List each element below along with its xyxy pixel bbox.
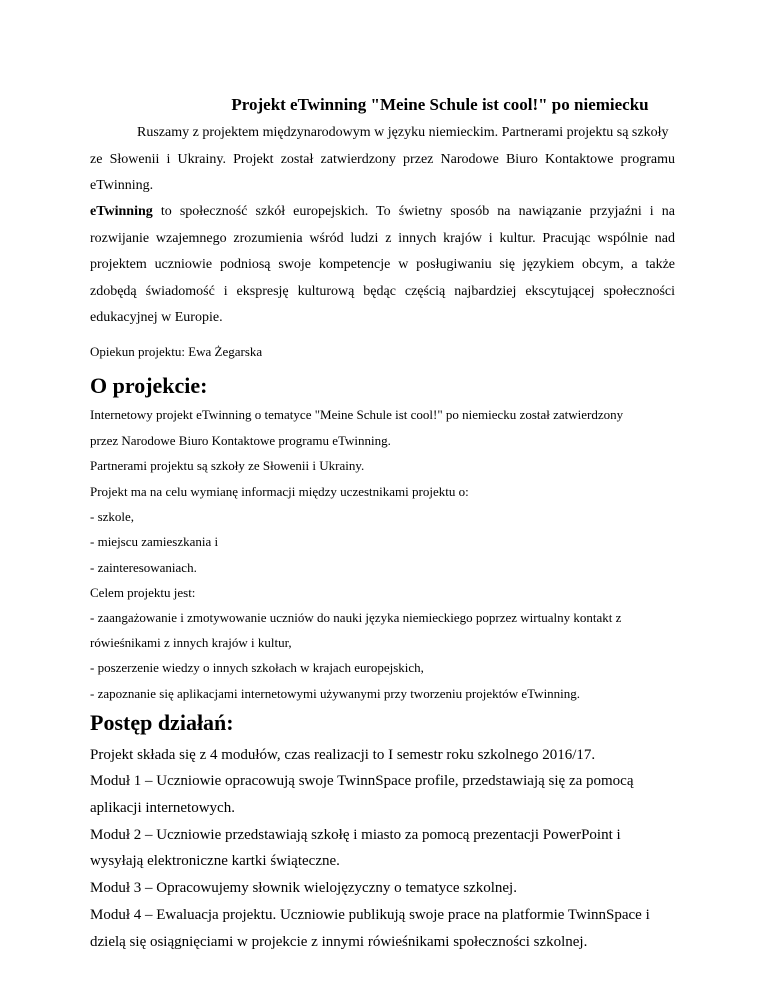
progress-line: Moduł 1 – Uczniowie opracowują swoje TwinnSpace profile, przedstawiają się za pomocą <box>90 773 634 789</box>
about-line: - zapoznanie się aplikacjami internetowymi używanymi przy tworzeniu projektów eTwinning. <box>90 686 581 701</box>
intro-line-2: ze Słowenii i Ukrainy. Projekt został zatwierdzony przez Narodowe Biuro Kontaktowe programu <box>90 152 675 167</box>
intro-line-7: zdobędą świadomość i ekspresję kulturową będąc częścią najbardziej ekscytującej społeczności <box>90 284 675 299</box>
about-line: - poszerzenie wiedzy o innych szkołach w krajach europejskich, <box>90 660 424 675</box>
about-line: - szkole, <box>90 509 135 524</box>
intro-line-4-rest: to społeczność szkół europejskich. To świetny sposób na nawiązanie przyjaźni i na <box>152 204 675 219</box>
about-line: Partnerami projektu są szkoły ze Słowenii i Ukrainy. <box>90 458 365 473</box>
about-line: - zainteresowaniach. <box>90 560 197 575</box>
about-line: rówieśnikami z innych krajów i kultur, <box>90 635 292 650</box>
progress-line: Projekt składa się z 4 modułów, czas realizacji to I semestr roku szkolnego 2016/17. <box>90 747 596 763</box>
supervisor: Opiekun projektu: Ewa Żegarska <box>90 344 263 359</box>
intro-line-3: eTwinning. <box>90 178 154 193</box>
progress-line: Moduł 2 – Uczniowie przedstawiają szkołę i miasto za pomocą prezentacji PowerPoint i <box>90 827 621 843</box>
etwinning-bold: eTwinning <box>90 204 153 219</box>
intro-line-8: edukacyjnej w Europie. <box>90 310 223 325</box>
about-line: - miejscu zamieszkania i <box>90 534 219 549</box>
progress-line: Moduł 4 – Ewaluacja projektu. Uczniowie publikują swoje prace na platformie TwinnSpace i <box>90 907 650 923</box>
document-title: Projekt eTwinning "Meine Schule ist cool!" po niemiecku <box>231 95 649 114</box>
progress-heading: Postęp działań: <box>90 710 234 735</box>
intro-line-6: projektem uczniowie podniosą swoje kompetencje w posługiwaniu się językiem obcym, a także <box>90 257 675 272</box>
progress-line: aplikacji internetowych. <box>90 800 235 816</box>
about-line: Internetowy projekt eTwinning o tematyce "Meine Schule ist cool!" po niemiecku został zatwierdzony <box>90 407 624 422</box>
about-line: przez Narodowe Biuro Kontaktowe programu eTwinning. <box>90 433 391 448</box>
intro-line-5: rozwijanie wzajemnego zrozumienia wśród ludzi z innych krajów i kultur. Pracując wspólnie nad <box>90 231 675 246</box>
about-heading: O projekcie: <box>90 373 208 398</box>
about-line: Celem projektu jest: <box>90 585 196 600</box>
progress-line: dzielą się osiągnięciami w projekcie z innymi rówieśnikami społeczności szkolnej. <box>90 934 588 950</box>
progress-line: wysyłają elektroniczne kartki świąteczne. <box>90 853 340 869</box>
intro-line-1: Ruszamy z projektem międzynarodowym w języku niemieckim. Partnerami projektu są szkoły <box>137 125 669 140</box>
intro-line-4 <box>90 205 675 219</box>
about-line: - zaangażowanie i zmotywowanie uczniów do nauki języka niemieckiego poprzez wirtualny kontakt z <box>90 610 622 625</box>
progress-line: Moduł 3 – Opracowujemy słownik wielojęzyczny o tematyce szkolnej. <box>90 880 517 896</box>
about-line: Projekt ma na celu wymianę informacji między uczestnikami projektu o: <box>90 484 469 499</box>
